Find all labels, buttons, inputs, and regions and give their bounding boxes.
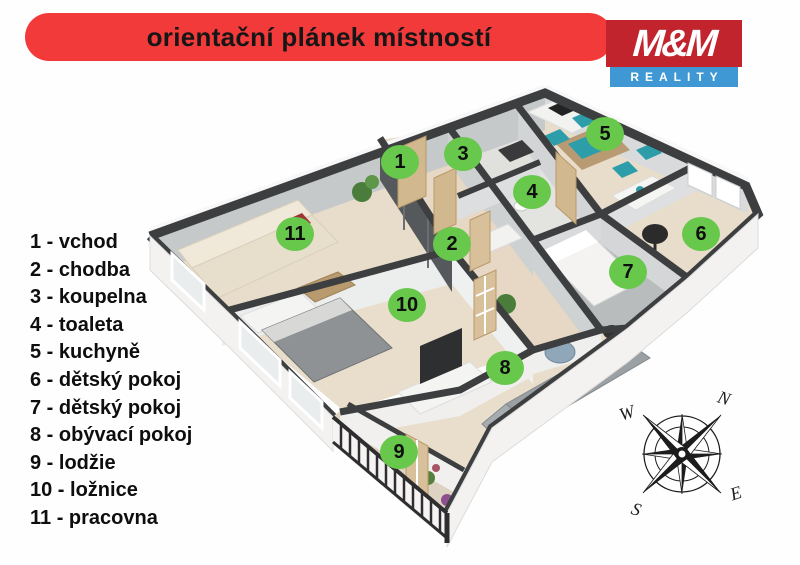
logo-blue-block bbox=[610, 67, 738, 87]
hall-door bbox=[434, 168, 456, 234]
room-marker-8: 8 bbox=[486, 351, 524, 385]
legend-item-7: 7 - dětský pokoj bbox=[30, 396, 182, 419]
legend-item-9: 9 - lodžie bbox=[30, 451, 116, 474]
room-marker-11: 11 bbox=[276, 217, 314, 251]
room-marker-9: 9 bbox=[380, 435, 418, 469]
room-marker-10: 10 bbox=[388, 288, 426, 322]
legend-item-5: 5 - kuchyně bbox=[30, 341, 141, 364]
logo-mm-text: M&M bbox=[631, 22, 717, 65]
room-legend bbox=[30, 229, 192, 533]
office-chair bbox=[642, 224, 668, 244]
legend-item-4: 4 - toaleta bbox=[30, 313, 124, 336]
legend-item-3: 3 - koupelna bbox=[30, 286, 147, 309]
compass-n: N bbox=[715, 386, 733, 410]
room-marker-7: 7 bbox=[609, 255, 647, 289]
room-marker-3: 3 bbox=[444, 137, 482, 171]
logo-red-block bbox=[606, 20, 742, 67]
page-title: orientační plánek místností bbox=[146, 21, 492, 52]
room-marker-4: 4 bbox=[513, 175, 551, 209]
glass-door bbox=[470, 211, 490, 271]
legend-item-6: 6 - dětský pokoj bbox=[30, 368, 182, 391]
room-marker-1: 1 bbox=[381, 145, 419, 179]
legend-item-2: 2 - chodba bbox=[30, 258, 131, 281]
compass-w: W bbox=[616, 400, 638, 425]
room-marker-6: 6 bbox=[682, 217, 720, 251]
legend-item-8: 8 - obývací pokoj bbox=[30, 424, 193, 447]
compass-rose bbox=[617, 386, 745, 520]
company-logo bbox=[606, 20, 742, 87]
legend-item-10: 10 - ložnice bbox=[30, 479, 138, 502]
room-marker-2: 2 bbox=[433, 227, 471, 261]
room-marker-5: 5 bbox=[586, 117, 624, 151]
legend-item-11: 11 - pracovna bbox=[30, 506, 158, 529]
compass-e: E bbox=[727, 481, 745, 505]
legend-item-1: 1 - vchod bbox=[30, 231, 118, 253]
logo-reality-text: REALITY bbox=[630, 70, 724, 84]
title-banner bbox=[25, 13, 613, 61]
compass-s: S bbox=[628, 498, 644, 521]
